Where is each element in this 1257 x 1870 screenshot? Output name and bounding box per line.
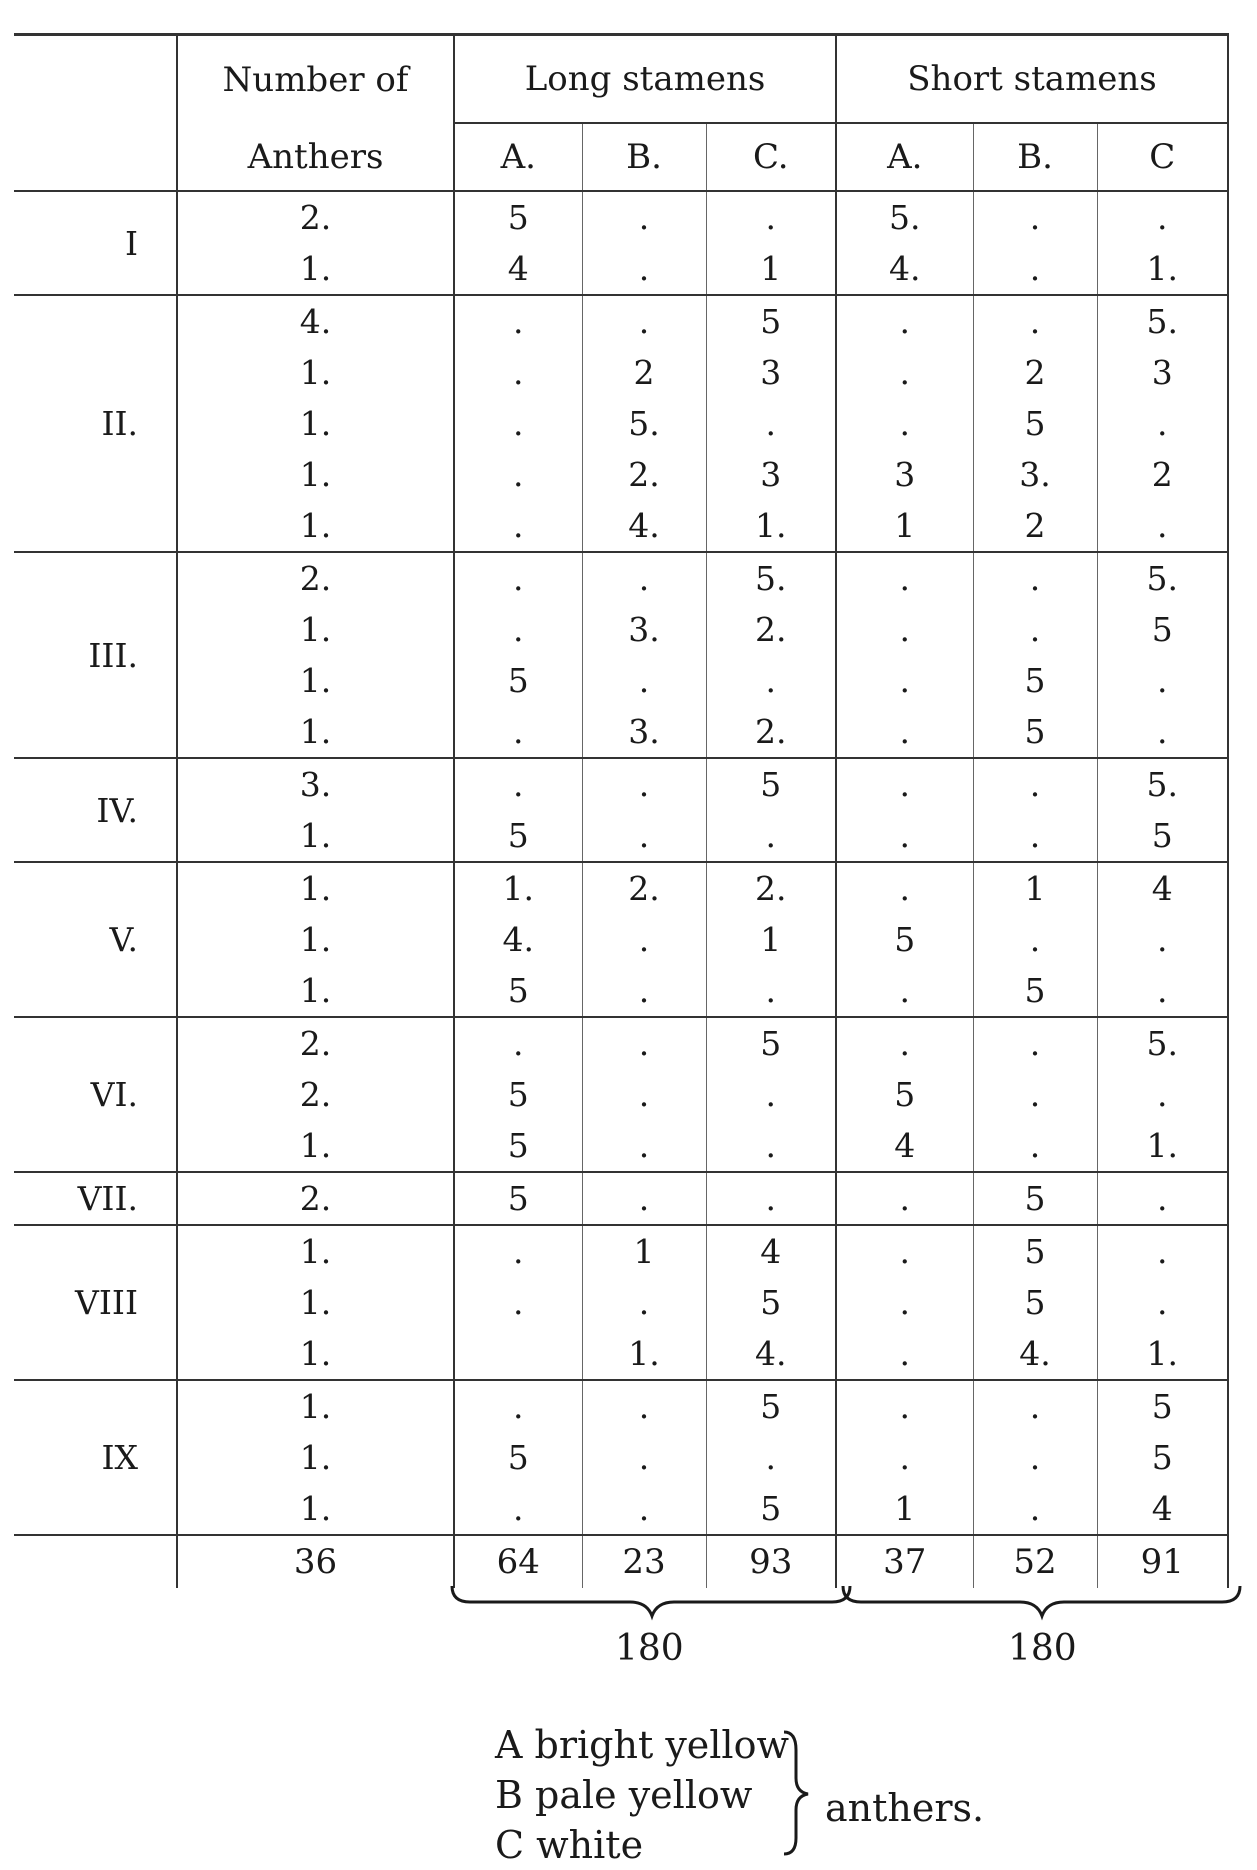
group-label: IV. <box>14 758 177 862</box>
cell-long-b: 2 <box>582 347 706 398</box>
cell-anthers-count: 4. <box>177 295 454 347</box>
cell-anthers-count: 1. <box>177 449 454 500</box>
cell-long-b: . <box>582 914 706 965</box>
cell-short-b: . <box>973 243 1097 295</box>
cell-short-b: 5 <box>973 1225 1097 1277</box>
cell-long-a: . <box>454 604 582 655</box>
cell-long-c: 2. <box>706 862 836 914</box>
cell-long-b: . <box>582 1277 706 1328</box>
group-label: III. <box>14 552 177 758</box>
cell-short-c: 5 <box>1097 604 1228 655</box>
cell-short-c: 2 <box>1097 449 1228 500</box>
cell-short-a: 5 <box>836 914 973 965</box>
cell-short-c: 1. <box>1097 243 1228 295</box>
cell-anthers-count: 2. <box>177 1172 454 1225</box>
cell-short-b: . <box>973 1120 1097 1172</box>
cell-long-a: 5 <box>454 1172 582 1225</box>
cell-short-a: . <box>836 1328 973 1380</box>
cell-long-a: . <box>454 449 582 500</box>
cell-short-b: . <box>973 552 1097 604</box>
cell-long-c: 1. <box>706 500 836 552</box>
cell-long-a: . <box>454 398 582 449</box>
cell-short-c: . <box>1097 1225 1228 1277</box>
cell-short-a: . <box>836 1172 973 1225</box>
legend <box>495 1720 789 1870</box>
cell-short-b: 3. <box>973 449 1097 500</box>
cell-long-b: . <box>582 810 706 862</box>
cell-anthers-count: 2. <box>177 1069 454 1120</box>
cell-long-c: . <box>706 1172 836 1225</box>
cell-short-c: 5. <box>1097 758 1228 810</box>
legend-brace <box>778 1728 818 1858</box>
long-stamens-sum: 180 <box>615 1628 684 1669</box>
cell-short-c: 4 <box>1097 862 1228 914</box>
cell-long-c: . <box>706 1069 836 1120</box>
cell-long-c: 5 <box>706 1277 836 1328</box>
cell-long-c: . <box>706 655 836 706</box>
col-header-long-b: B. <box>582 123 706 191</box>
cell-long-a: . <box>454 1225 582 1277</box>
cell-anthers-count: 3. <box>177 758 454 810</box>
cell-short-b: 4. <box>973 1328 1097 1380</box>
cell-long-b: . <box>582 1069 706 1120</box>
cell-short-c: 1. <box>1097 1120 1228 1172</box>
group-label: VIII <box>14 1225 177 1380</box>
cell-short-a: . <box>836 655 973 706</box>
cell-long-c: . <box>706 398 836 449</box>
cell-short-c: 5. <box>1097 1017 1228 1069</box>
cell-long-c: 5 <box>706 758 836 810</box>
cell-short-a: . <box>836 1225 973 1277</box>
cell-short-b: . <box>973 758 1097 810</box>
cell-anthers-count: 1. <box>177 1277 454 1328</box>
cell-short-b: . <box>973 1069 1097 1120</box>
group-label: I <box>14 191 177 295</box>
cell-short-a: . <box>836 706 973 758</box>
legend-line-a: A bright yellow <box>495 1723 789 1767</box>
cell-short-a: . <box>836 295 973 347</box>
cell-anthers-count: 1. <box>177 604 454 655</box>
cell-long-a: . <box>454 347 582 398</box>
cell-short-c: . <box>1097 500 1228 552</box>
cell-long-b: . <box>582 1432 706 1483</box>
long-stamens-header: Long stamens <box>454 35 836 124</box>
cell-short-a: 5. <box>836 191 973 243</box>
cell-short-a: 5 <box>836 1069 973 1120</box>
cell-long-c: 2. <box>706 604 836 655</box>
cell-long-b: . <box>582 1380 706 1432</box>
cell-long-a: 4 <box>454 243 582 295</box>
total-long-b: 23 <box>582 1535 706 1588</box>
cell-long-b: . <box>582 965 706 1017</box>
cell-long-a: 5 <box>454 191 582 243</box>
cell-short-b: . <box>973 604 1097 655</box>
cell-long-a: 5 <box>454 810 582 862</box>
cell-anthers-count: 1. <box>177 810 454 862</box>
cell-short-c: . <box>1097 1277 1228 1328</box>
cell-short-a: . <box>836 1380 973 1432</box>
cell-long-a: . <box>454 758 582 810</box>
cell-short-a: 3 <box>836 449 973 500</box>
cell-short-c: . <box>1097 398 1228 449</box>
cell-long-c: 5. <box>706 552 836 604</box>
cell-long-b: 4. <box>582 500 706 552</box>
cell-short-b: 5 <box>973 1172 1097 1225</box>
cell-long-a: . <box>454 552 582 604</box>
total-long-a: 64 <box>454 1535 582 1588</box>
cell-short-c: 5. <box>1097 552 1228 604</box>
cell-long-c: . <box>706 1432 836 1483</box>
cell-short-a: . <box>836 1277 973 1328</box>
cell-long-a: . <box>454 1017 582 1069</box>
cell-long-b: . <box>582 191 706 243</box>
cell-long-a: 5 <box>454 965 582 1017</box>
total-long-c: 93 <box>706 1535 836 1588</box>
cell-short-a: . <box>836 862 973 914</box>
legend-line-c: C white <box>495 1823 644 1867</box>
cell-anthers-count: 1. <box>177 1483 454 1535</box>
total-short-a: 37 <box>836 1535 973 1588</box>
group-label: VI. <box>14 1017 177 1172</box>
cell-short-b: 5 <box>973 706 1097 758</box>
cell-short-c: 1. <box>1097 1328 1228 1380</box>
cell-anthers-count: 1. <box>177 862 454 914</box>
total-short-b: 52 <box>973 1535 1097 1588</box>
cell-short-a: . <box>836 1432 973 1483</box>
cell-long-c: 5 <box>706 1380 836 1432</box>
cell-short-a: 1 <box>836 500 973 552</box>
cell-short-c: . <box>1097 706 1228 758</box>
cell-short-a: . <box>836 1017 973 1069</box>
cell-short-b: 5 <box>973 655 1097 706</box>
cell-anthers-count: 1. <box>177 1432 454 1483</box>
cell-short-b: . <box>973 191 1097 243</box>
cell-anthers-count: 1. <box>177 398 454 449</box>
col-header-short-a: A. <box>836 123 973 191</box>
cell-long-a: . <box>454 295 582 347</box>
cell-short-c: . <box>1097 914 1228 965</box>
cell-long-b: 1 <box>582 1225 706 1277</box>
cell-long-c: . <box>706 810 836 862</box>
cell-long-c: 2. <box>706 706 836 758</box>
cell-short-a: 4. <box>836 243 973 295</box>
cell-long-a: 4. <box>454 914 582 965</box>
cell-short-c: 5 <box>1097 1380 1228 1432</box>
cell-long-b: . <box>582 295 706 347</box>
cell-long-a: 5 <box>454 1069 582 1120</box>
cell-short-c: . <box>1097 1069 1228 1120</box>
cell-short-b: 5 <box>973 398 1097 449</box>
cell-long-b: 3. <box>582 706 706 758</box>
cell-anthers-count: 1. <box>177 243 454 295</box>
cell-short-a: . <box>836 810 973 862</box>
cell-short-b: . <box>973 1432 1097 1483</box>
cell-anthers-count: 2. <box>177 552 454 604</box>
cell-long-b: . <box>582 243 706 295</box>
cell-short-c: 3 <box>1097 347 1228 398</box>
cell-long-c: 5 <box>706 1017 836 1069</box>
anthers-header-top: Number of <box>177 35 454 124</box>
short-stamens-brace <box>843 1586 1240 1616</box>
cell-short-a: . <box>836 965 973 1017</box>
cell-long-a: 5 <box>454 655 582 706</box>
total-short-c: 91 <box>1097 1535 1228 1588</box>
cell-short-b: . <box>973 1380 1097 1432</box>
cell-long-b: . <box>582 1017 706 1069</box>
col-header-long-c: C. <box>706 123 836 191</box>
cell-long-c: 3 <box>706 347 836 398</box>
anthers-header-bottom: Anthers <box>177 123 454 191</box>
cell-short-a: . <box>836 604 973 655</box>
cell-long-b: . <box>582 655 706 706</box>
cell-long-b: . <box>582 1483 706 1535</box>
cell-long-b: 2. <box>582 862 706 914</box>
cell-anthers-count: 1. <box>177 965 454 1017</box>
cell-short-a: 4 <box>836 1120 973 1172</box>
cell-long-a: 5 <box>454 1120 582 1172</box>
cell-long-a: . <box>454 500 582 552</box>
cell-anthers-count: 1. <box>177 1380 454 1432</box>
cell-anthers-count: 1. <box>177 914 454 965</box>
col-header-long-a: A. <box>454 123 582 191</box>
cell-long-a: . <box>454 706 582 758</box>
cell-long-c: 4. <box>706 1328 836 1380</box>
cell-short-a: . <box>836 552 973 604</box>
cell-short-b: . <box>973 1017 1097 1069</box>
cell-short-a: . <box>836 347 973 398</box>
cell-long-c: . <box>706 1120 836 1172</box>
cell-short-b: . <box>973 914 1097 965</box>
cell-short-c: 5 <box>1097 810 1228 862</box>
cell-short-b: 5 <box>973 1277 1097 1328</box>
cell-long-b: 5. <box>582 398 706 449</box>
cell-short-b: 2 <box>973 347 1097 398</box>
cell-long-c: . <box>706 191 836 243</box>
cell-short-b: . <box>973 1483 1097 1535</box>
cell-long-c: . <box>706 965 836 1017</box>
cell-long-a: 1. <box>454 862 582 914</box>
cell-short-c: 5 <box>1097 1432 1228 1483</box>
cell-long-c: 3 <box>706 449 836 500</box>
cell-anthers-count: 1. <box>177 1225 454 1277</box>
cell-anthers-count: 1. <box>177 500 454 552</box>
cell-short-c: . <box>1097 965 1228 1017</box>
cell-short-a: . <box>836 398 973 449</box>
cell-anthers-count: 1. <box>177 347 454 398</box>
group-label: IX <box>14 1380 177 1535</box>
cell-long-a: 5 <box>454 1432 582 1483</box>
legend-line-b: B pale yellow <box>495 1773 753 1817</box>
total-anthers-count: 36 <box>177 1535 454 1588</box>
cell-long-c: 5 <box>706 295 836 347</box>
cell-short-b: . <box>973 810 1097 862</box>
cell-anthers-count: 1. <box>177 706 454 758</box>
cell-short-b: . <box>973 295 1097 347</box>
cell-short-b: 5 <box>973 965 1097 1017</box>
cell-long-a: . <box>454 1277 582 1328</box>
cell-long-a: . <box>454 1483 582 1535</box>
cell-anthers-count: 1. <box>177 655 454 706</box>
cell-long-b: . <box>582 758 706 810</box>
cell-long-b: 3. <box>582 604 706 655</box>
cell-long-c: 5 <box>706 1483 836 1535</box>
cell-short-c: . <box>1097 191 1228 243</box>
cell-long-c: 1 <box>706 243 836 295</box>
cell-long-b: . <box>582 552 706 604</box>
cell-long-a: . <box>454 1380 582 1432</box>
cell-short-a: . <box>836 758 973 810</box>
col-header-short-b: B. <box>973 123 1097 191</box>
cell-long-c: 4 <box>706 1225 836 1277</box>
group-label: II. <box>14 295 177 552</box>
cell-short-c: 5. <box>1097 295 1228 347</box>
cell-anthers-count: 1. <box>177 1328 454 1380</box>
cell-long-c: 1 <box>706 914 836 965</box>
cell-anthers-count: 1. <box>177 1120 454 1172</box>
col-header-short-c: C <box>1097 123 1228 191</box>
cell-long-b: 2. <box>582 449 706 500</box>
cell-short-b: 1 <box>973 862 1097 914</box>
group-label: VII. <box>14 1172 177 1225</box>
cell-short-c: . <box>1097 1172 1228 1225</box>
cell-anthers-count: 2. <box>177 191 454 243</box>
group-label: V. <box>14 862 177 1017</box>
cell-long-b: . <box>582 1172 706 1225</box>
cell-short-b: 2 <box>973 500 1097 552</box>
cell-anthers-count: 2. <box>177 1017 454 1069</box>
short-stamens-sum: 180 <box>1008 1628 1077 1669</box>
short-stamens-header: Short stamens <box>836 35 1228 124</box>
cell-short-c: . <box>1097 655 1228 706</box>
long-stamens-brace <box>452 1586 850 1616</box>
cell-short-a: 1 <box>836 1483 973 1535</box>
cell-short-c: 4 <box>1097 1483 1228 1535</box>
cell-long-b: . <box>582 1120 706 1172</box>
legend-anthers-label: anthers. <box>825 1786 985 1830</box>
cell-long-b: 1. <box>582 1328 706 1380</box>
